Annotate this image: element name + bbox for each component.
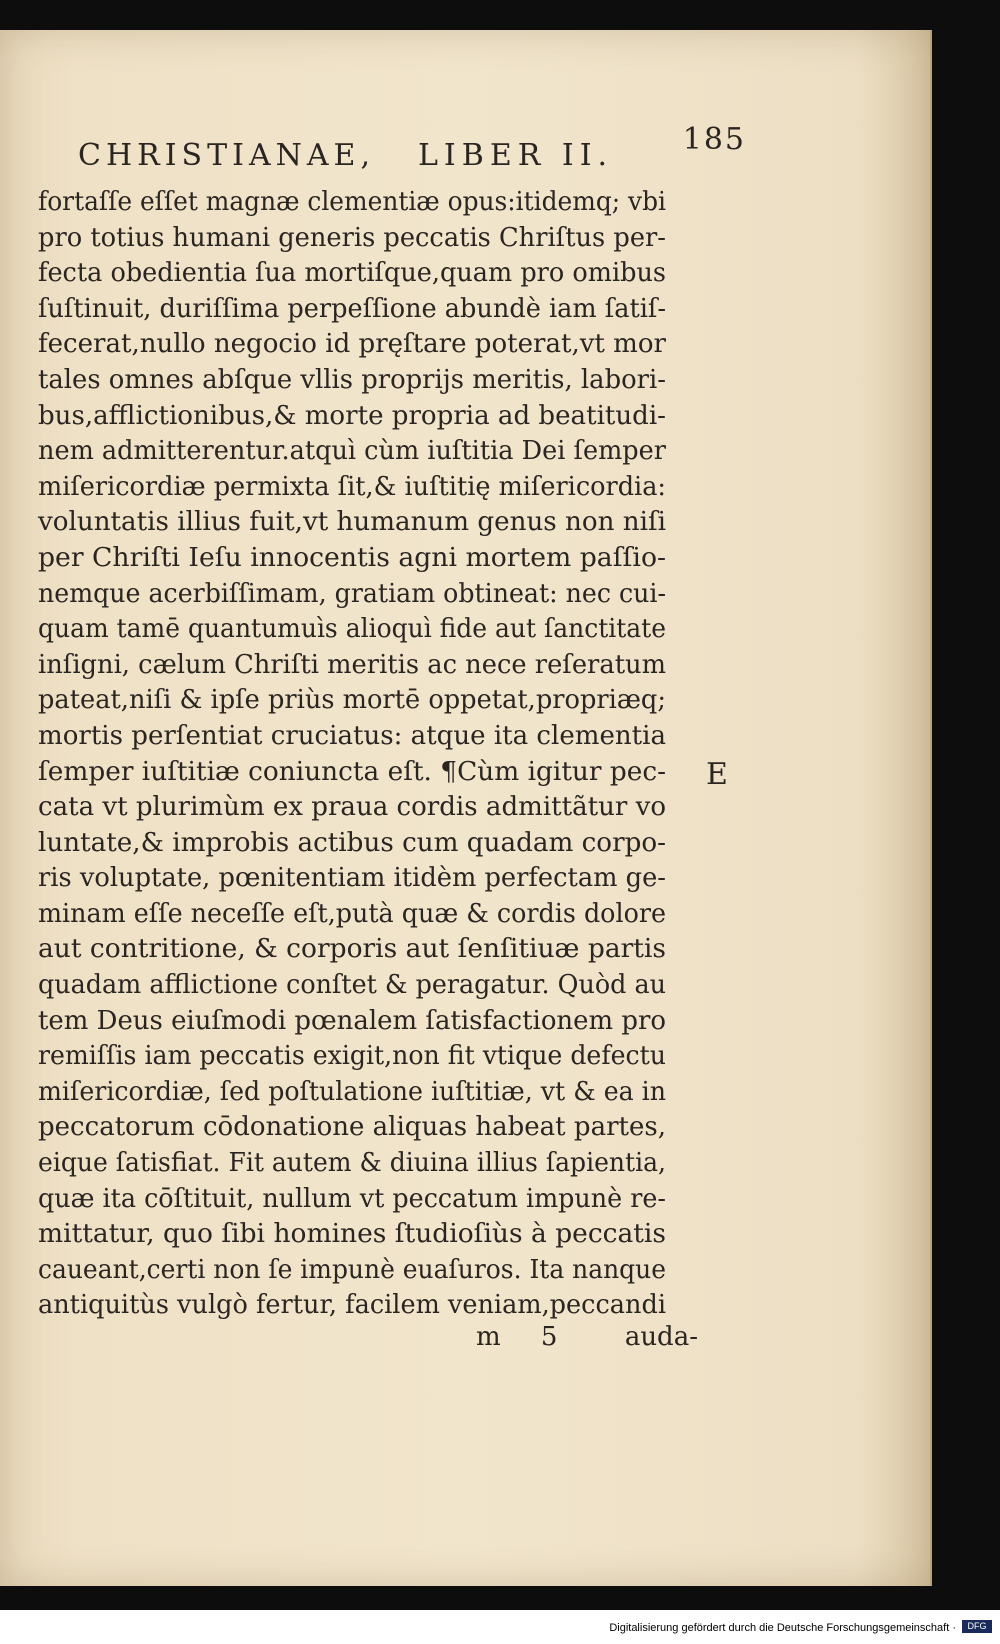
text-line: cata vt plurimùm ex praua cordis admittãtur vo (38, 792, 666, 823)
text-line: aut contritione, & corporis aut ſenſitiuæ partis (38, 934, 666, 965)
text-line: per Chriſti Ieſu innocentis agni mortem paſſio- (38, 542, 666, 573)
page-header (78, 108, 746, 173)
text-line: fecta obedientia ſua mortiſque,quam pro omibus (38, 258, 666, 289)
text-line: mittatur, quo ſibi homines ſtudioſiùs à peccatis (38, 1219, 666, 1250)
catchword-line (38, 1322, 698, 1362)
funding-note: Digitalisierung gefördert durch die Deutsche Forschungsgemeinschaft · (609, 1622, 956, 1634)
text-line: peccatorum cōdonatione aliquas habeat partes, (38, 1112, 666, 1143)
signature-mark: m 5 (476, 1322, 574, 1352)
text-line: miſericordiæ, ſed poſtulatione iuſtitiæ, vt & ea in (38, 1076, 666, 1107)
text-line: antiquitùs vulgò fertur, facilem veniam,peccandi (38, 1290, 666, 1321)
margin-letter: E (706, 757, 728, 792)
text-line: remiſſis iam peccatis exigit,non fit vtique defectu (38, 1041, 666, 1072)
text-line: eique ſatisfiat. Fit autem & diuina illius ſapientia, (38, 1148, 666, 1179)
running-title: CHRISTIANAE, (78, 138, 375, 173)
text-line: tales omnes abſque vllis proprijs meritis, labori- (38, 364, 666, 395)
body-text (38, 185, 698, 1324)
book-label: LIBER II. (418, 138, 614, 173)
catchword: auda- (624, 1322, 698, 1352)
page-number: 185 (682, 122, 746, 157)
text-line: minam eſſe neceſſe eſt,putà quæ & cordis dolore (38, 898, 666, 929)
text-line: voluntatis illius fuit,vt humanum genus non niſi (38, 507, 666, 538)
text-line: luntate,& improbis actibus cum quadam corpo- (38, 827, 667, 858)
text-line: nem admitterentur.atquì cùm iuſtitia Dei ſemper (38, 436, 666, 467)
book-page (0, 30, 932, 1586)
dfg-logo: DFG (962, 1620, 992, 1633)
text-line: ris voluptate, pœnitentiam itidèm perfectam ge- (38, 863, 666, 894)
text-line: quæ ita cōſtituit, nullum vt peccatum impunè re- (38, 1183, 666, 1214)
text-line: nemque acerbiſſimam, gratiam obtineat: nec cui- (38, 578, 666, 609)
text-line: pro totius humani generis peccatis Chriſtus per- (38, 222, 666, 253)
text-line: quam tamē quantumuìs alioquì fide aut ſanctitate (38, 614, 666, 645)
text-line: ſuſtinuit, duriſſima perpeſſione abundè iam ſatiſ- (38, 293, 666, 324)
text-line: bus,afflictionibus,& morte propria ad beatitudi- (38, 400, 666, 431)
text-line: fortaſſe eſſet magnæ clementiæ opus:itidemq; vbi (38, 187, 666, 217)
text-line: inſigni, cælum Chriſti meritis ac nece reſeratum (38, 649, 666, 680)
text-line: pateat,niſi & ipſe priùs mortē oppetat,propriæq; (38, 685, 666, 716)
footer-bar (0, 1610, 1000, 1644)
text-line: mortis perſentiat cruciatus: atque ita clementia (38, 720, 666, 751)
text-line: quadam afflictione conſtet & peragatur. Quòd au (38, 970, 666, 1001)
text-line: miſericordiæ permixta ſit,& iuſtitię miſericordia: (38, 471, 666, 502)
text-line: ſemper iuſtitiæ coniuncta eſt. ¶Cùm igitur pec- (38, 756, 666, 787)
text-line: tem Deus eiuſmodi pœnalem ſatisfactionem pro (38, 1005, 666, 1036)
text-line: caueant,certi non ſe impunè euaſuros. Ita nanque (38, 1254, 666, 1285)
text-line: fecerat,nullo negocio id pręſtare poterat,vt mor (38, 329, 666, 360)
